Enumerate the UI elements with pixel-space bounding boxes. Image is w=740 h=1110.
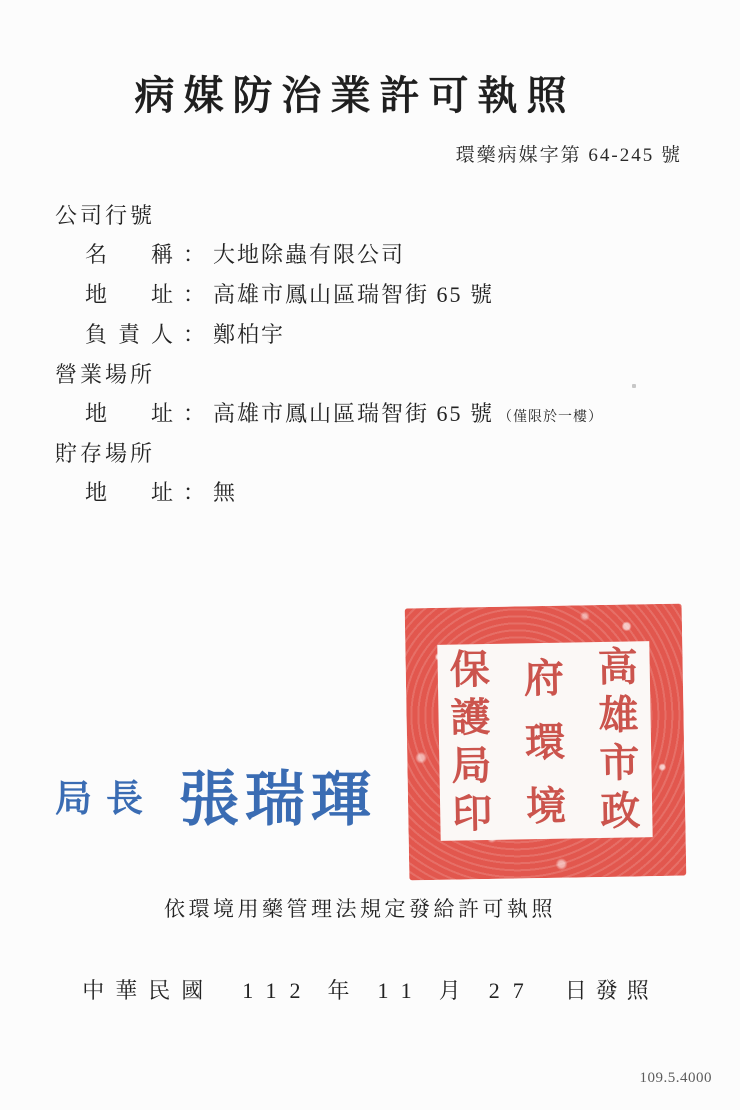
company-address-value: 高雄市鳳山區瑞智街 65 號 bbox=[213, 282, 495, 307]
storage-address-row bbox=[55, 476, 710, 507]
storage-address-value: 無 bbox=[213, 480, 238, 505]
storage-premises-title: 貯存場所 bbox=[55, 441, 156, 466]
date-month-unit: 月 bbox=[438, 978, 461, 1003]
field-label: 負責人 bbox=[85, 322, 173, 347]
field-separator: ： bbox=[183, 282, 206, 307]
issuance-statement: 依環境用藥管理法規定發給許可執照 bbox=[164, 897, 556, 921]
issue-date-line bbox=[0, 974, 740, 1005]
form-code: 109.5.4000 bbox=[639, 1070, 712, 1086]
field-label: 地址 bbox=[85, 282, 173, 307]
seal-text-column-right: 高雄市政 bbox=[597, 644, 641, 835]
field-label: 地址 bbox=[85, 480, 173, 505]
director-signature-stamp bbox=[55, 752, 377, 838]
official-seal-stamp bbox=[405, 604, 687, 881]
director-title: 局長 bbox=[55, 779, 157, 820]
company-section bbox=[55, 199, 710, 349]
reference-number: 環藥病媒字第 64-245 號 bbox=[455, 145, 682, 166]
date-month: 11 bbox=[377, 978, 425, 1003]
director-name: 張瑞琿 bbox=[179, 767, 377, 833]
field-separator: ： bbox=[183, 480, 206, 505]
storage-premises-section bbox=[55, 437, 710, 507]
company-section-title: 公司行號 bbox=[55, 203, 156, 228]
business-address-note: （僅限於一樓） bbox=[498, 410, 604, 425]
date-issued-suffix: 日發照 bbox=[564, 978, 658, 1003]
company-address-row bbox=[55, 278, 710, 309]
company-name-row bbox=[55, 238, 710, 269]
company-name-value: 大地除蟲有限公司 bbox=[213, 242, 406, 267]
business-premises-section bbox=[55, 358, 710, 428]
date-year-unit: 年 bbox=[327, 978, 350, 1003]
seal-text-column-left: 保護局印 bbox=[449, 646, 493, 837]
info-block bbox=[55, 190, 710, 516]
date-era: 中華民國 bbox=[82, 978, 215, 1003]
seal-text-column-middle: 府環境 bbox=[523, 655, 567, 830]
scan-noise-speck bbox=[632, 384, 636, 388]
official-seal-inner bbox=[437, 641, 652, 841]
field-separator: ： bbox=[183, 242, 206, 267]
business-address-row bbox=[55, 397, 710, 428]
date-year: 112 bbox=[242, 978, 314, 1003]
field-label: 名稱 bbox=[85, 242, 173, 267]
date-day: 27 bbox=[488, 978, 537, 1003]
responsible-person-value: 鄭柏宇 bbox=[213, 322, 286, 347]
field-separator: ： bbox=[183, 401, 206, 426]
business-address-value: 高雄市鳳山區瑞智街 65 號 bbox=[213, 401, 495, 426]
field-label: 地址 bbox=[85, 401, 173, 426]
responsible-person-row bbox=[55, 318, 710, 349]
document-title: 病媒防治業許可執照 bbox=[134, 73, 576, 118]
field-separator: ： bbox=[183, 322, 206, 347]
business-premises-title: 營業場所 bbox=[55, 362, 156, 387]
